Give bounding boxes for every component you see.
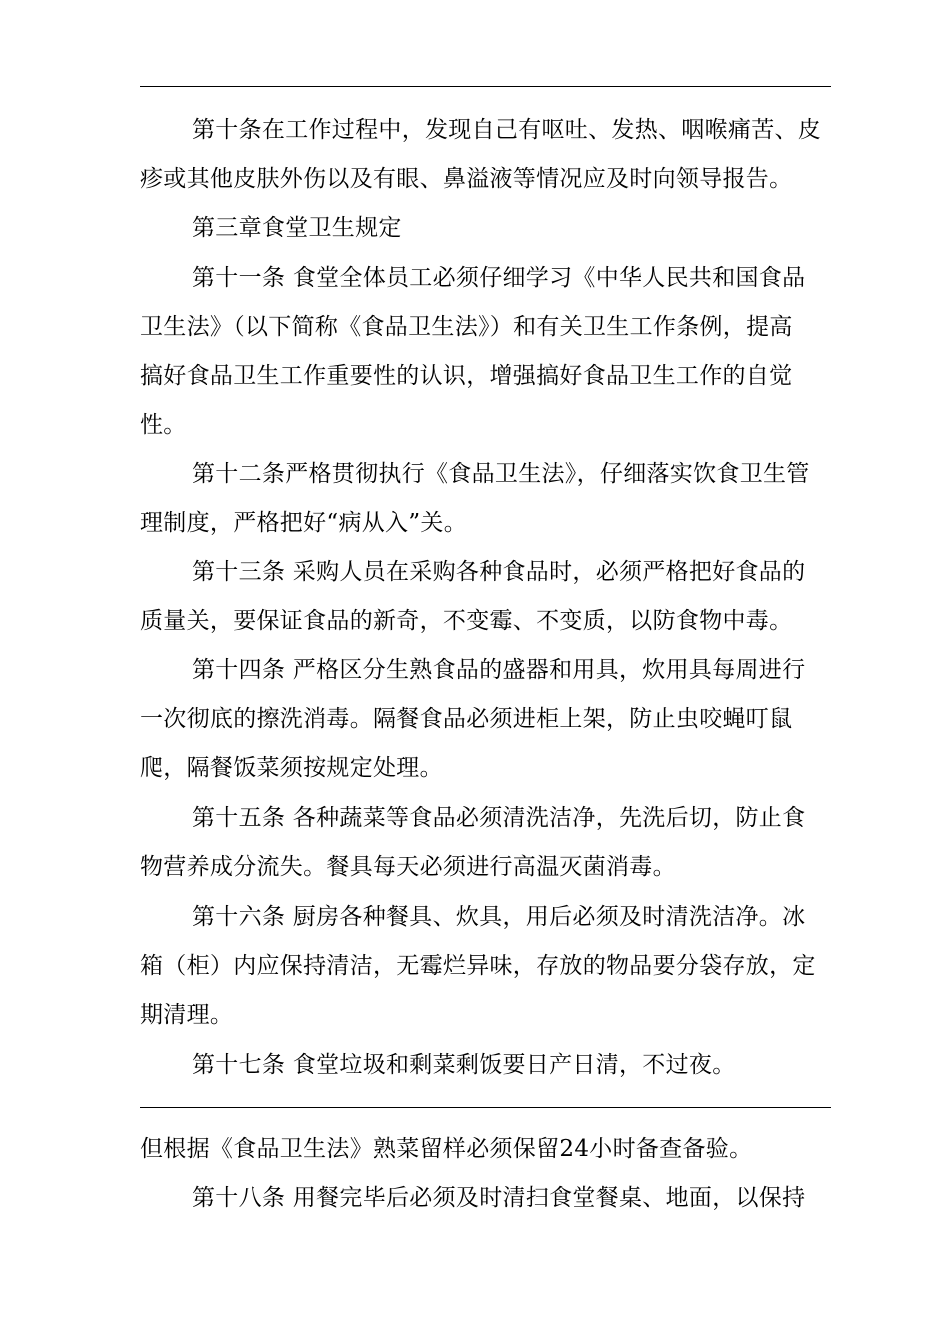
- article-15-line-1: 第十五条 各种蔬菜等食品必须清洗洁净，先洗后切，防止食: [192, 805, 806, 831]
- continuation-line: 但根据《食品卫生法》熟菜留样必须保留24小时备查备验。: [140, 1136, 753, 1162]
- article-17-line-1: 第十七条 食堂垃圾和剩菜剩饭要日产日清，不过夜。: [192, 1052, 736, 1078]
- article-10-line-2: 疹或其他皮肤外伤以及有眼、鼻溢液等情况应及时向领导报告。: [140, 166, 793, 192]
- article-12-line-1: 第十二条严格贯彻执行《食品卫生法》，仔细落实饮食卫生管: [192, 461, 810, 487]
- article-16-line-1: 第十六条 厨房各种餐具、炊具，用后必须及时清洗洁净。冰: [192, 904, 806, 930]
- article-15: [140, 794, 831, 892]
- article-16-line-2: 箱（柜）内应保持清洁，无霉烂异味，存放的物品要分袋存放，定: [140, 953, 816, 979]
- article-10-line-1: 第十条在工作过程中，发现自己有呕吐、发热、咽喉痛苦、皮: [192, 117, 822, 143]
- article-10: [140, 106, 831, 204]
- article-16-line-3: 期清理。: [140, 1002, 234, 1028]
- article-14: [140, 646, 831, 793]
- article-13-line-2: 质量关，要保证食品的新奇，不变霉、不变质，以防食物中毒。: [140, 608, 793, 634]
- article-11-line-3: 搞好食品卫生工作重要性的认识，增强搞好食品卫生工作的自觉: [140, 363, 793, 389]
- article-11-line-2: 卫生法》（以下简称《食品卫生法》）和有关卫生工作条例，提高: [140, 314, 793, 340]
- article-16: [140, 893, 831, 1040]
- article-17: [140, 1041, 831, 1090]
- continuation-paragraph: [140, 1125, 831, 1174]
- article-12-line-2: 理制度，严格把好“病从入”关。: [140, 510, 468, 536]
- article-14-line-1: 第十四条 严格区分生熟食品的盛器和用具，炊用具每周进行: [192, 657, 806, 683]
- article-15-line-2: 物营养成分流失。餐具每天必须进行高温灭菌消毒。: [140, 854, 676, 880]
- article-11: [140, 254, 831, 450]
- top-rule: [140, 86, 831, 87]
- article-18-line-1: 第十八条 用餐完毕后必须及时清扫食堂餐桌、地面，以保持: [192, 1185, 806, 1211]
- article-13-line-1: 第十三条 采购人员在采购各种食品时，必须严格把好食品的: [192, 559, 806, 585]
- article-14-line-2: 一次彻底的擦洗消毒。隔餐食品必须进柜上架，防止虫咬蝇叮鼠: [140, 706, 793, 732]
- page-break-rule: [140, 1107, 831, 1108]
- article-18: [140, 1174, 831, 1223]
- chapter-3-heading: [140, 204, 831, 253]
- article-11-line-1: 第十一条 食堂全体员工必须仔细学习《中华人民共和国食品: [192, 265, 806, 291]
- article-14-line-3: 爬，隔餐饭菜须按规定处理。: [140, 755, 443, 781]
- article-12: [140, 450, 831, 548]
- article-11-line-4: 性。: [140, 412, 187, 438]
- chapter-3-title: 第三章食堂卫生规定: [192, 215, 402, 241]
- article-13: [140, 548, 831, 646]
